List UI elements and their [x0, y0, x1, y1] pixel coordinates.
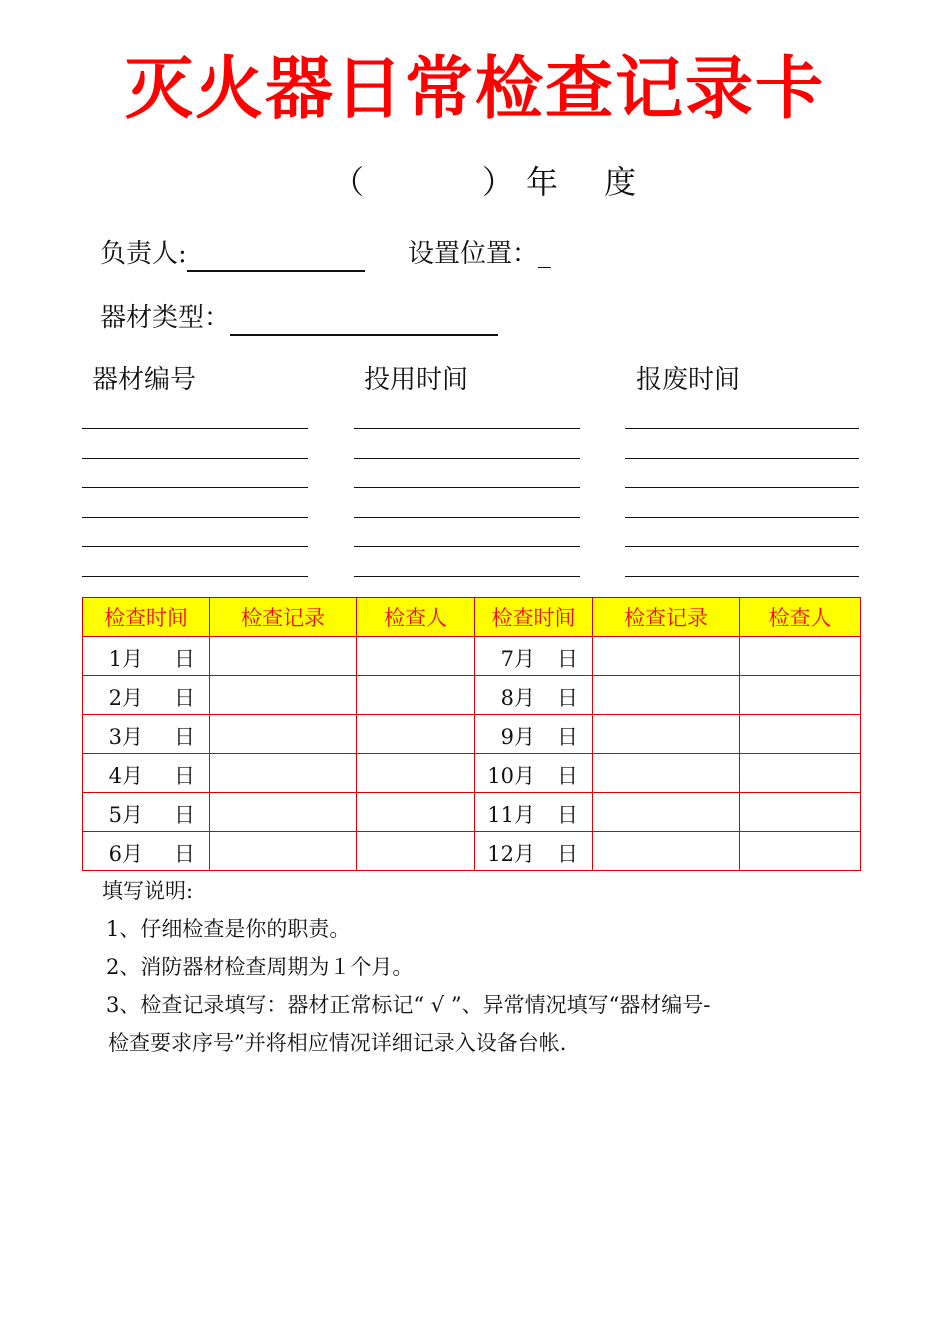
- month-label: 11月: [487, 803, 535, 827]
- check-record-cell[interactable]: [210, 715, 357, 754]
- day-label: 日: [557, 725, 578, 749]
- instruction-item: 1、仔细检查是你的职责。: [106, 917, 351, 941]
- month-label: 1月: [108, 647, 143, 671]
- check-date-cell[interactable]: [475, 637, 593, 676]
- location-label: 设置位置：_: [408, 239, 552, 269]
- inspector-cell[interactable]: [357, 793, 475, 832]
- check-record-cell[interactable]: [593, 637, 740, 676]
- check-date-cell[interactable]: [83, 793, 210, 832]
- blank-line[interactable]: [82, 517, 308, 547]
- column-header: 检查记录: [210, 598, 357, 637]
- table-row: [83, 832, 861, 871]
- inspector-cell[interactable]: [740, 793, 861, 832]
- equip-no-lines[interactable]: [82, 428, 308, 606]
- scrap-heading: 报废时间: [636, 365, 741, 395]
- check-record-cell[interactable]: [593, 793, 740, 832]
- check-record-cell[interactable]: [210, 754, 357, 793]
- person-in-charge-blank[interactable]: [187, 244, 365, 272]
- year-close-paren: ）: [482, 163, 515, 201]
- day-label: 日: [557, 764, 578, 788]
- equip-no-heading: 器材编号: [92, 365, 197, 395]
- blank-line[interactable]: [354, 487, 580, 517]
- check-record-cell[interactable]: [593, 676, 740, 715]
- month-label: 7月: [500, 647, 535, 671]
- day-label: 日: [557, 647, 578, 671]
- check-date-cell[interactable]: [83, 637, 210, 676]
- month-label: 9月: [500, 725, 535, 749]
- year-open-paren: （: [332, 163, 365, 201]
- scrap-lines[interactable]: [625, 428, 859, 606]
- blank-line[interactable]: [625, 458, 859, 488]
- location-field: [408, 236, 551, 272]
- column-header: 检查记录: [593, 598, 740, 637]
- table-row: [83, 637, 861, 676]
- check-date-cell[interactable]: [475, 793, 593, 832]
- day-label: 日: [174, 725, 195, 749]
- day-label: 日: [174, 842, 195, 866]
- month-label: 5月: [108, 803, 143, 827]
- column-header: 检查时间: [475, 598, 593, 637]
- table-row: [83, 676, 861, 715]
- inspector-cell[interactable]: [357, 715, 475, 754]
- check-record-cell[interactable]: [593, 832, 740, 871]
- check-date-cell[interactable]: [475, 715, 593, 754]
- blank-line[interactable]: [354, 517, 580, 547]
- check-record-cell[interactable]: [210, 637, 357, 676]
- day-label: 日: [557, 842, 578, 866]
- year-label: 年 度: [526, 163, 655, 201]
- instruction-item: 2、消防器材检查周期为１个月。: [106, 955, 414, 979]
- inspector-cell[interactable]: [740, 715, 861, 754]
- inspector-cell[interactable]: [740, 637, 861, 676]
- check-date-cell[interactable]: [83, 832, 210, 871]
- inspection-table: [82, 597, 861, 871]
- inspector-cell[interactable]: [357, 754, 475, 793]
- blank-line[interactable]: [625, 546, 859, 576]
- check-date-cell[interactable]: [83, 715, 210, 754]
- table-row: [83, 715, 861, 754]
- blank-line[interactable]: [625, 487, 859, 517]
- column-header: 检查人: [357, 598, 475, 637]
- check-date-cell[interactable]: [475, 754, 593, 793]
- month-label: 8月: [500, 686, 535, 710]
- table-header-row: [83, 598, 861, 637]
- equipment-type-label: 器材类型：: [100, 303, 231, 333]
- column-header: 检查人: [740, 598, 861, 637]
- instructions: [100, 872, 710, 1062]
- in-service-lines[interactable]: [354, 428, 580, 606]
- equipment-type-blank[interactable]: [230, 308, 498, 336]
- check-record-cell[interactable]: [593, 715, 740, 754]
- instructions-heading: 填写说明:: [102, 879, 194, 903]
- check-date-cell[interactable]: [83, 754, 210, 793]
- inspector-cell[interactable]: [357, 676, 475, 715]
- check-record-cell[interactable]: [210, 793, 357, 832]
- day-label: 日: [174, 803, 195, 827]
- check-record-cell[interactable]: [210, 676, 357, 715]
- page-title: 灭火器日常检查记录卡: [124, 50, 825, 129]
- blank-line[interactable]: [82, 487, 308, 517]
- month-label: 2月: [108, 686, 143, 710]
- month-label: 10月: [487, 764, 535, 788]
- blank-line[interactable]: [82, 458, 308, 488]
- blank-line[interactable]: [354, 546, 580, 576]
- check-date-cell[interactable]: [475, 676, 593, 715]
- month-label: 6月: [108, 842, 143, 866]
- blank-line[interactable]: [354, 458, 580, 488]
- day-label: 日: [557, 803, 578, 827]
- blank-line[interactable]: [625, 428, 859, 458]
- check-record-cell[interactable]: [210, 832, 357, 871]
- inspector-cell[interactable]: [740, 676, 861, 715]
- person-in-charge-label: 负责人:: [100, 239, 187, 269]
- table-body: [83, 637, 861, 871]
- instruction-item: 检查要求序号”并将相应情况详细记录入设备台帐.: [108, 1031, 567, 1055]
- day-label: 日: [174, 686, 195, 710]
- blank-line[interactable]: [82, 546, 308, 576]
- month-label: 3月: [108, 725, 143, 749]
- blank-line[interactable]: [82, 428, 308, 458]
- day-label: 日: [174, 764, 195, 788]
- column-header: 检查时间: [83, 598, 210, 637]
- check-date-cell[interactable]: [475, 832, 593, 871]
- person-in-charge-field: [100, 236, 365, 272]
- day-label: 日: [174, 647, 195, 671]
- in-service-heading: 投用时间: [364, 365, 469, 395]
- inspector-cell[interactable]: [357, 832, 475, 871]
- day-label: 日: [557, 686, 578, 710]
- equipment-type-field: [100, 300, 498, 336]
- inspector-cell[interactable]: [357, 637, 475, 676]
- month-label: 4月: [108, 764, 143, 788]
- inspector-cell[interactable]: [740, 754, 861, 793]
- blank-line[interactable]: [625, 517, 859, 547]
- inspector-cell[interactable]: [740, 832, 861, 871]
- month-label: 12月: [487, 842, 535, 866]
- check-date-cell[interactable]: [83, 676, 210, 715]
- blank-line[interactable]: [354, 428, 580, 458]
- table-row: [83, 754, 861, 793]
- check-record-cell[interactable]: [593, 754, 740, 793]
- instruction-item: 3、检查记录填写：器材正常标记“ √ ”、异常情况填写“器材编号-: [106, 993, 711, 1017]
- table-row: [83, 793, 861, 832]
- year-line: [0, 160, 950, 204]
